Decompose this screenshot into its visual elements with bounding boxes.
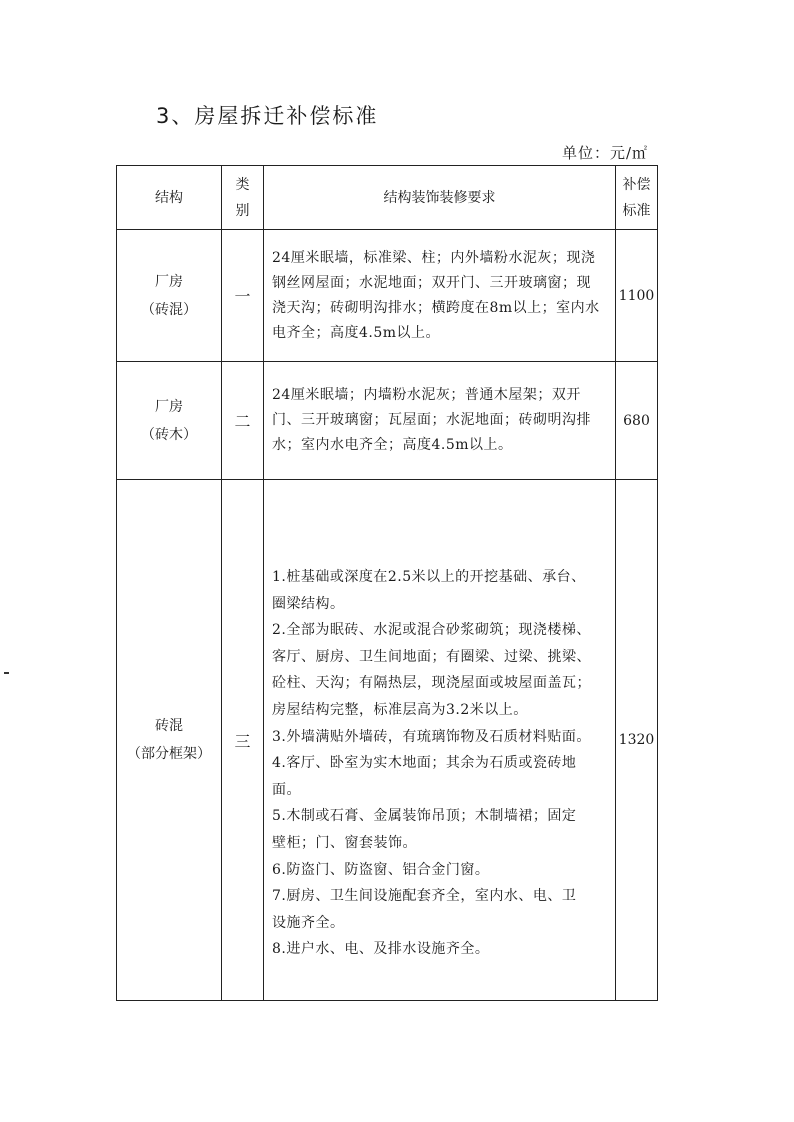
row-2-structure-line-1: 厂房 (155, 398, 183, 415)
requirement-line: 设施齐全。 (272, 914, 345, 931)
row-1-structure (117, 230, 222, 362)
requirement-line: 2.全部为眠砖、水泥或混合砂浆砌筑；现浇楼梯、 (272, 622, 591, 639)
page-heading: 3、房屋拆迁补偿标准 (156, 104, 379, 128)
unit-label: 单位：元/㎡ (562, 144, 649, 162)
requirement-line: 6.防盗门、防盗窗、铝合金门窗。 (272, 861, 490, 878)
table-row (117, 480, 658, 1001)
row-1-structure-line-1: 厂房 (155, 273, 183, 290)
table-row (117, 230, 658, 362)
header-requirements: 结构装饰装修要求 (264, 166, 616, 230)
header-category (222, 166, 264, 230)
row-2-structure-line-2: （砖木） (141, 426, 197, 443)
requirement-line: 面。 (272, 781, 301, 798)
row-2-category: 二 (222, 362, 264, 480)
requirement-line: 3.外墙满贴外墙砖，有琉璃饰物及石质材料贴面。 (272, 728, 591, 745)
header-standard (616, 166, 658, 230)
header-structure: 结构 (117, 166, 222, 230)
table-row (117, 362, 658, 480)
row-1-standard: 1100 (616, 230, 658, 362)
requirement-line: 壁柜；门、窗套装饰。 (272, 834, 417, 851)
requirement-line: 房屋结构完整，标准层高为3.2米以上。 (272, 701, 528, 718)
table-header-row (117, 166, 658, 230)
row-2-structure (117, 362, 222, 480)
requirement-line: 客厅、厨房、卫生间地面；有圈梁、过梁、挑梁、 (272, 648, 591, 665)
compensation-table (116, 165, 658, 1001)
row-3-standard: 1320 (616, 480, 658, 1001)
header-category-line-1: 类 (235, 176, 250, 193)
header-category-line-2: 别 (235, 202, 250, 219)
requirement-line: 圈梁结构。 (272, 595, 345, 612)
row-1-category: 一 (222, 230, 264, 362)
row-2-requirements: 24厘米眠墙；内墙粉水泥灰；普通木屋架；双开门、三开玻璃窗；瓦屋面；水泥地面；砖砌明沟排水；室内水电齐全；高度4.5m以上。 (264, 362, 616, 480)
header-standard-line-1: 补偿 (622, 176, 651, 193)
row-3-requirements (264, 480, 616, 1001)
requirement-line: 7.厨房、卫生间设施配套齐全，室内水、电、卫 (272, 888, 577, 905)
requirement-line: 8.进户水、电、及排水设施齐全。 (272, 941, 490, 958)
row-2-standard: 680 (616, 362, 658, 480)
scan-mark (4, 672, 9, 674)
requirement-line: 1.桩基础或深度在2.5米以上的开挖基础、承台、 (272, 569, 586, 585)
row-3-structure (117, 480, 222, 1001)
row-3-structure-line-1: 砖混 (155, 718, 183, 734)
requirement-line: 砼柱、天沟；有隔热层，现浇屋面或坡屋面盖瓦； (272, 675, 591, 692)
row-1-requirements: 24厘米眠墙，标准梁、柱；内外墙粉水泥灰；现浇钢丝网屋面；水泥地面；双开门、三开玻璃窗；现浇天沟；砖砌明沟排水；横跨度在8m以上；室内水电齐全；高度4.5m以上。 (264, 230, 616, 362)
header-standard-line-2: 标准 (622, 202, 651, 219)
row-1-structure-line-2: （砖混） (141, 301, 197, 318)
requirement-line: 5.木制或石膏、金属装饰吊顶；木制墙裙；固定 (272, 808, 577, 825)
requirement-line: 4.客厅、卧室为实木地面；其余为石质或瓷砖地 (272, 755, 577, 772)
row-3-structure-line-2: （部分框架） (127, 746, 211, 762)
row-3-category: 三 (222, 480, 264, 1001)
